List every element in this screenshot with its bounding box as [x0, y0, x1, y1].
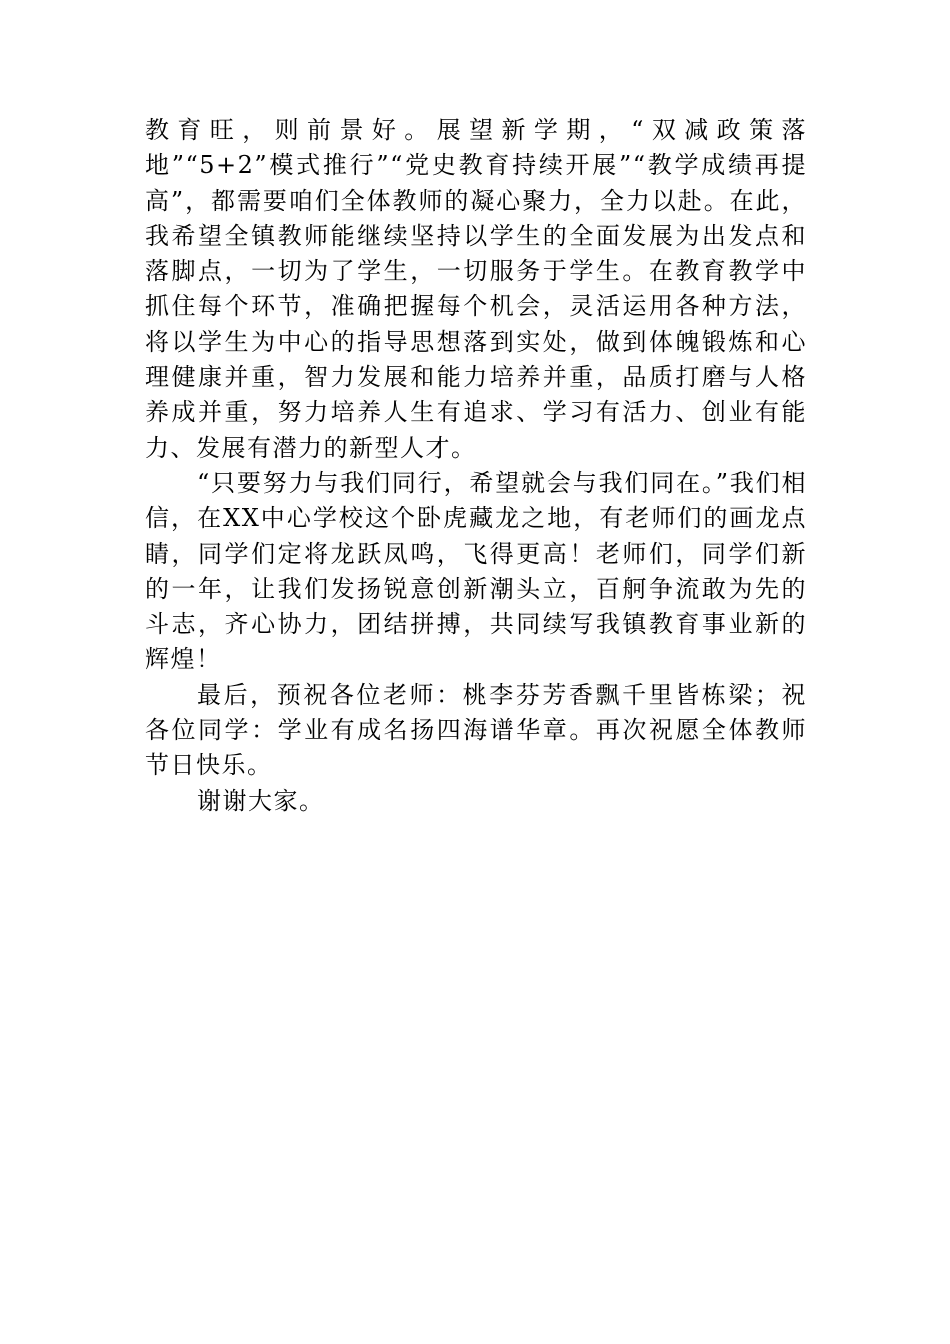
paragraph-wishes: 最后，预祝各位老师：桃李芬芳香飘千里皆栋梁；祝各位同学：学业有成名扬四海谱华章。再次祝愿全体教师节日快乐。 — [145, 680, 807, 780]
paragraph-vision: 教育旺，则前景好。展望新学期，“双减政策落地”“5+2”模式推行”“党史教育持续开展”“教学成绩再提高”，都需要咱们全体教师的凝心聚力，全力以赴。在此，我希望全镇教师能继续坚持以学生的全面发展为出发点和落脚点，一切为了学生，一切服务于学生。在教育教学中抓住每个环节，准确把握每个机会，灵活运用各种方法，将以学生为中心的指导思想落到实处，做到体魄锻炼和心理健康并重，智力发展和能力培养并重，品质打磨与人格养成并重，努力培养人生有追求、学习有活力、创业有能力、发展有潜力的新型人才。 — [145, 116, 807, 462]
paragraph-thanks: 谢谢大家。 — [197, 786, 325, 815]
paragraph-encouragement: “只要努力与我们同行，希望就会与我们同在。”我们相信，在XX中心学校这个卧虎藏龙之地，有老师们的画龙点睛，同学们定将龙跃凤鸣，飞得更高！老师们，同学们新的一年，让我们发扬锐意创新潮头立，百舸争流敢为先的斗志，齐心协力，团结拼搏，共同续写我镇教育事业新的辉煌！ — [145, 468, 807, 674]
document-body — [145, 113, 807, 819]
